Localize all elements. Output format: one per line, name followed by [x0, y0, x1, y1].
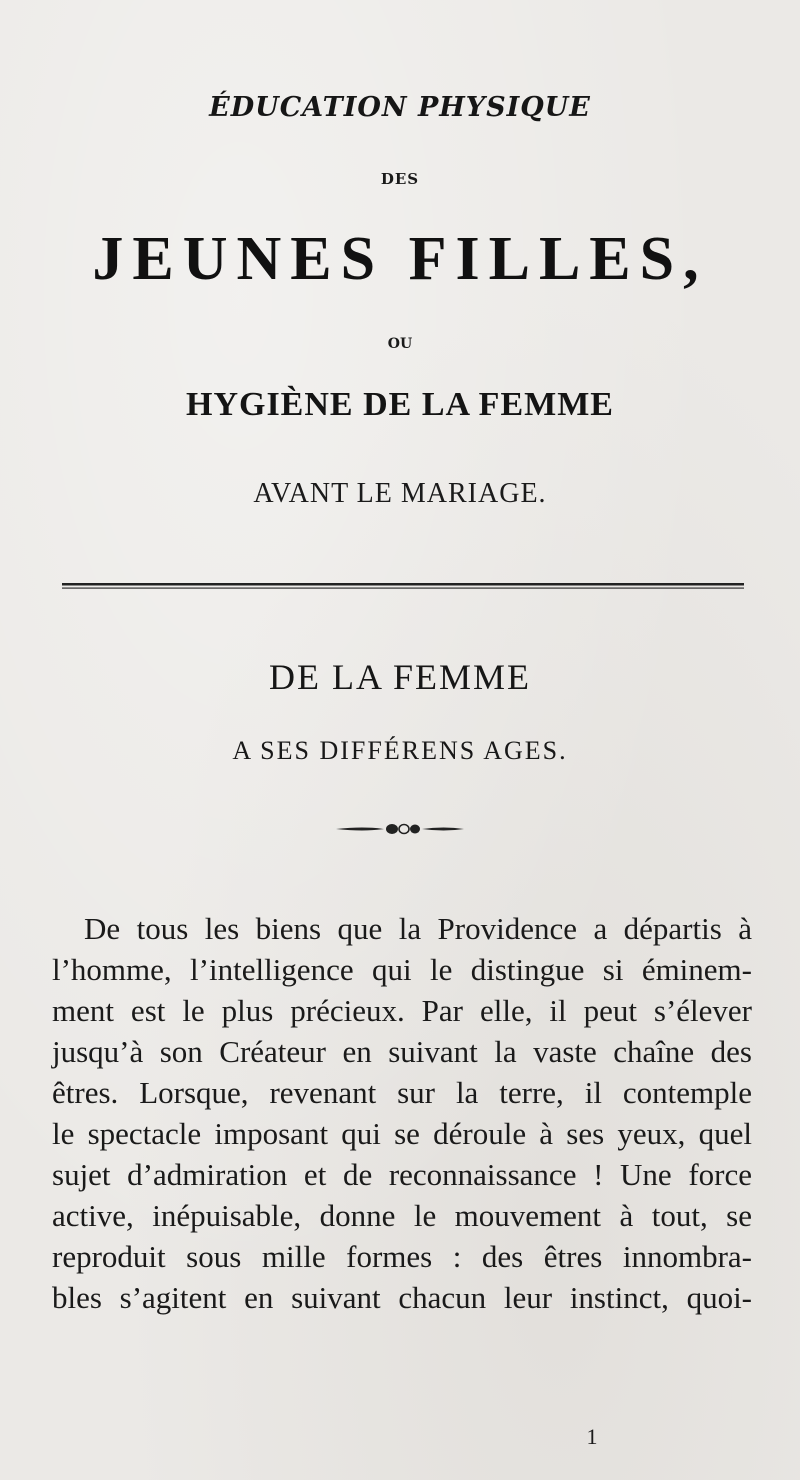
- body-line: bles s’agitent en suivant chacun leur instinct, quoi-: [52, 1280, 752, 1315]
- body-line: êtres. Lorsque, revenant sur la terre, il contemple: [52, 1075, 752, 1110]
- body-line: active, inépuisable, donne le mouvement à tout, se: [52, 1198, 752, 1233]
- header-ou: OU: [387, 336, 413, 352]
- body-line: De tous les biens que la Providence a départis à: [84, 911, 752, 946]
- body-line: jusqu’à son Créateur en suivant la vaste chaîne des: [52, 1034, 752, 1069]
- body-line: l’homme, l’intelligence qui le distingue si éminem-: [52, 952, 752, 987]
- header-subtitle-2: AVANT LE MARIAGE.: [253, 478, 547, 509]
- body-line: ment est le plus précieux. Par elle, il peut s’élever: [52, 993, 752, 1028]
- header-subtitle: HYGIÈNE DE LA FEMME: [186, 386, 614, 423]
- section-subtitle: A SES DIFFÉRENS AGES.: [232, 736, 568, 765]
- body-line: reproduit sous mille formes : des êtres innombra-: [52, 1239, 752, 1274]
- body-line: le spectacle imposant qui se déroule à ses yeux, quel: [52, 1116, 752, 1151]
- ornament-divider-icon: [334, 822, 466, 836]
- page-number: 1: [586, 1424, 598, 1449]
- header-title: ÉDUCATION PHYSIQUE: [209, 92, 591, 123]
- double-rule-divider: [62, 582, 744, 592]
- section-title: DE LA FEMME: [268, 657, 531, 697]
- body-paragraph: [52, 908, 752, 1318]
- header-des: DES: [380, 170, 420, 188]
- body-line: sujet d’admiration et de reconnaissance ! Une force: [52, 1157, 752, 1192]
- header-main-title: JEUNES FILLES,: [92, 225, 708, 293]
